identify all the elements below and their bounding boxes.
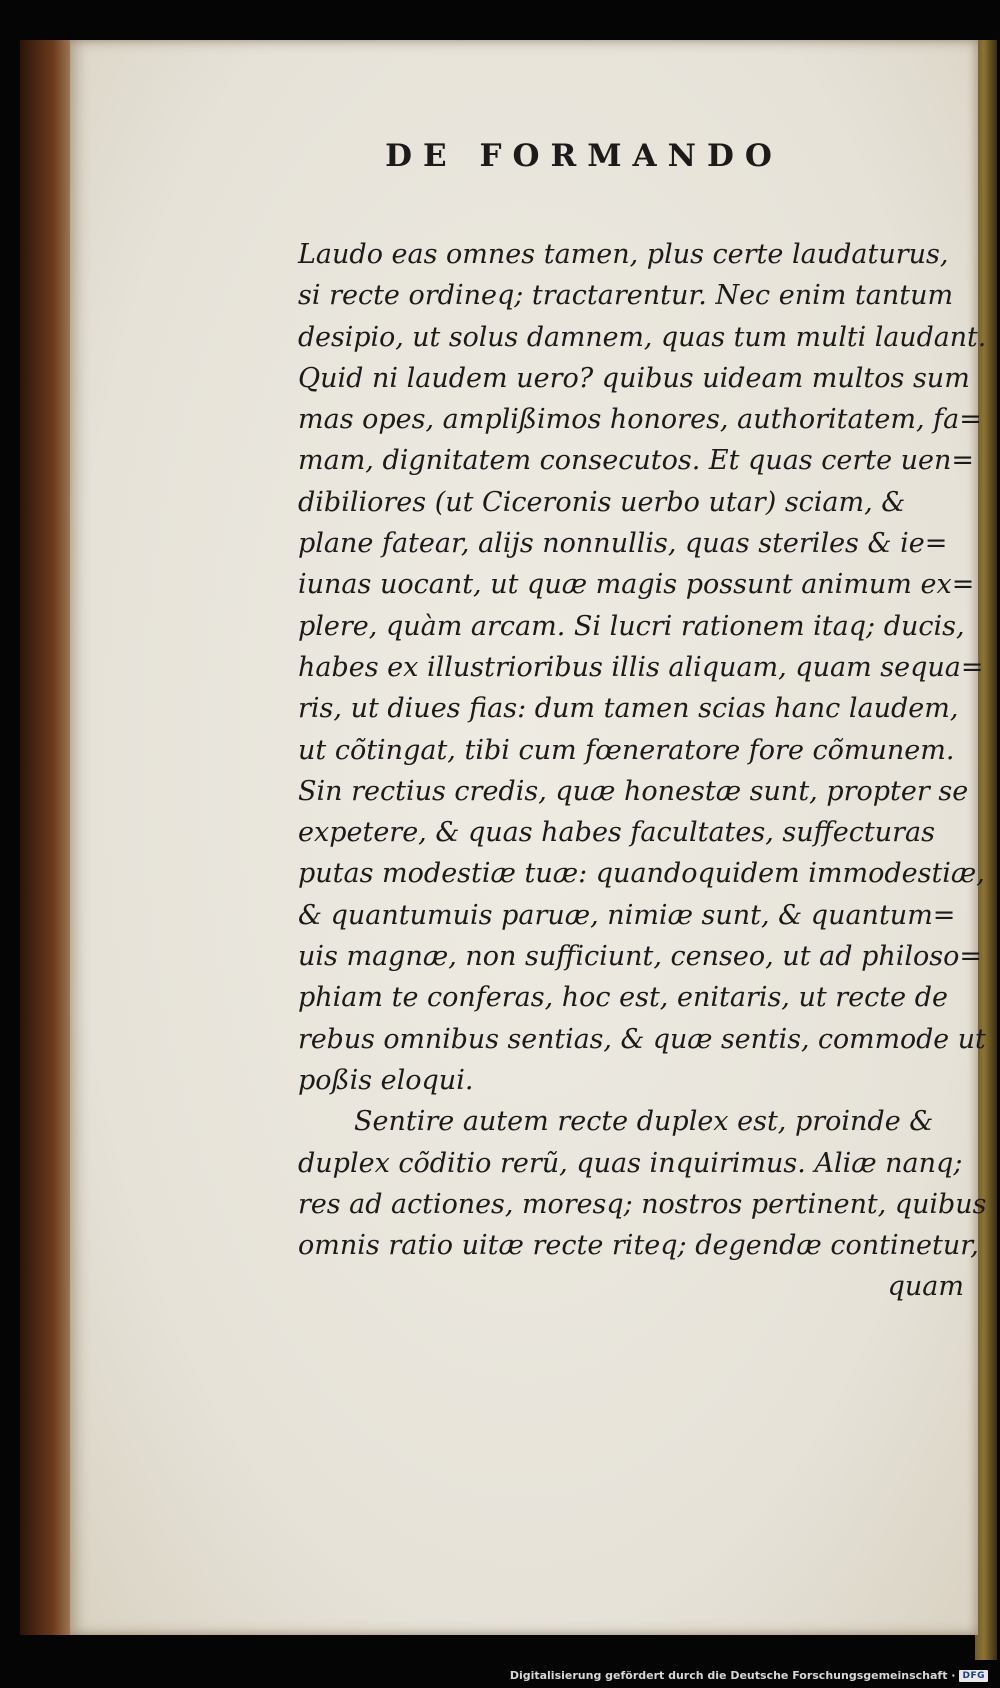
dfg-logo: DFG bbox=[959, 1670, 988, 1682]
text-line: plane fatear, alijs nonnullis, quas steriles & ie= bbox=[298, 528, 948, 560]
text-line: phiam te conferas, hoc est, enitaris, ut recte de bbox=[298, 982, 948, 1014]
text-line: Sin rectius credis, quæ honestæ sunt, propter se bbox=[298, 775, 969, 807]
text-line: & quantumuis paruæ, nimiæ sunt, & quantum= bbox=[298, 899, 956, 931]
text-line: rebus omnibus sentias, & quæ sentis, commode ut bbox=[298, 1023, 986, 1055]
text-line: uis magnæ, non sufficiunt, censeo, ut ad philoso= bbox=[298, 941, 983, 973]
running-head: DE FORMANDO bbox=[385, 138, 783, 174]
text-line: Laudo eas omnes tamen, plus certe laudaturus, bbox=[298, 239, 949, 270]
body-text bbox=[298, 234, 986, 1308]
book-page bbox=[70, 40, 987, 1635]
text-line: putas modestiæ tuæ: quandoquidem immodestiæ, bbox=[298, 858, 985, 890]
text-line: expetere, & quas habes facultates, suffecturas bbox=[298, 817, 935, 849]
credit-text: Digitalisierung gefördert durch die Deutsche Forschungsgemeinschaft · bbox=[509, 1669, 956, 1682]
text-line: mam, dignitatem consecutos. Et quas certe uen= bbox=[298, 445, 975, 477]
text-line: dibiliores (ut Ciceronis uerbo utar) sciam, & bbox=[298, 486, 906, 518]
text-line: habes ex illustrioribus illis aliquam, quam sequa= bbox=[298, 651, 984, 683]
text-line: Sentire autem recte duplex est, proinde & bbox=[354, 1106, 934, 1138]
text-line: Quid ni laudem uero? quibus uideam multos sum bbox=[298, 362, 970, 394]
text-line: mas opes, amplißimos honores, authoritatem, fa= bbox=[298, 404, 982, 436]
text-line: iunas uocant, ut quæ magis possunt animum ex= bbox=[298, 569, 975, 601]
text-line: si recte ordineq; tractarentur. Nec enim tantum bbox=[298, 280, 954, 312]
text-line: omnis ratio uitæ recte riteq; degendæ continetur, bbox=[298, 1230, 979, 1262]
text-line: ris, ut diues fias: dum tamen scias hanc laudem, bbox=[298, 693, 959, 725]
text-line: ut cõtingat, tibi cum fœneratore fore cõmunem. bbox=[298, 734, 955, 766]
digitization-credit bbox=[510, 1669, 988, 1682]
text-line: duplex cõditio rerũ, quas inquirimus. Aliæ nanq; bbox=[298, 1147, 963, 1179]
text-line: plere, quàm arcam. Si lucri rationem itaq; ducis, bbox=[298, 610, 965, 642]
text-line: res ad actiones, moresq; nostros pertinent, quibus bbox=[298, 1188, 987, 1220]
text-line: desipio, ut solus damnem, quas tum multi laudant. bbox=[298, 321, 987, 353]
text-line: poßis eloqui. bbox=[298, 1064, 474, 1096]
catchword: quam bbox=[887, 1271, 964, 1303]
